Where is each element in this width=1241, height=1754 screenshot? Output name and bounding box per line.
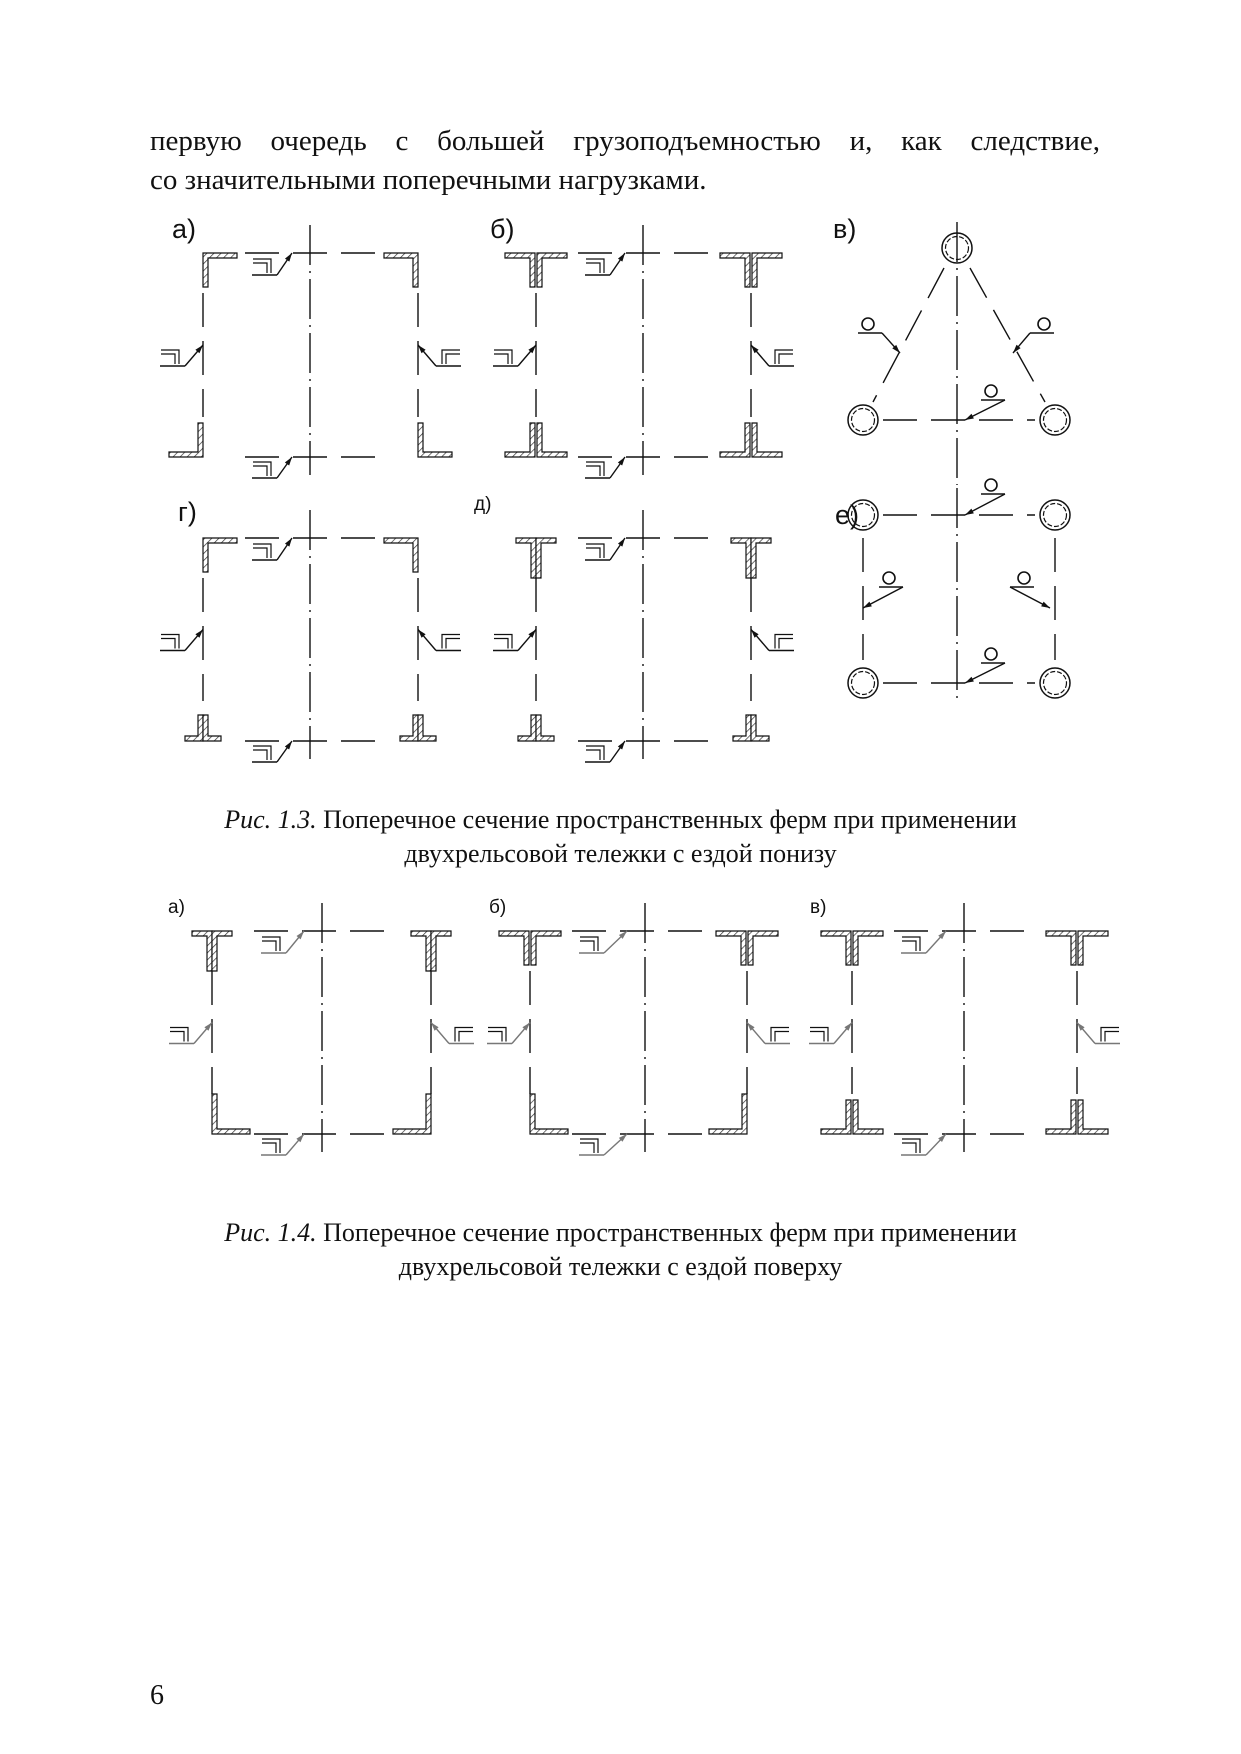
arrowhead (285, 538, 292, 547)
fig14-label-v: в) (810, 897, 827, 918)
angle-symbol (775, 350, 793, 364)
angle-profile (530, 1094, 568, 1134)
arrowhead (618, 457, 625, 466)
angle-profile (853, 931, 883, 965)
angle-profile (212, 1094, 250, 1134)
body-text-line-1: первую очередь с большей грузоподъемностью и, как следствие, (150, 125, 1100, 157)
angle-symbol (1101, 1028, 1119, 1042)
angle-profile (1046, 1100, 1076, 1134)
fig13-label-a: а) (172, 214, 197, 244)
angle-symbol (253, 259, 271, 273)
fig14-caption-line-2: двухрельсовой тележки с ездой поверху (398, 1252, 843, 1281)
angle-symbol (170, 1028, 188, 1042)
angle-profile (384, 538, 418, 572)
tube-symbol (985, 479, 997, 491)
diagonal-chord (970, 268, 1045, 402)
fig14-caption-line-1 (0, 1216, 1241, 1250)
tube-section (852, 409, 875, 432)
angle-symbol (902, 937, 920, 951)
angle-profile (192, 931, 212, 971)
fig13-caption-line-2: двухрельсовой тележки с ездой понизу (404, 839, 837, 868)
angle-profile (751, 715, 769, 741)
fig13-label-e: е) (835, 500, 860, 530)
angle-profile (853, 1100, 883, 1134)
arrowhead (285, 457, 292, 466)
angle-symbol (253, 462, 271, 476)
fig14-caption-text: Поперечное сечение пространственных ферм при применении (323, 1218, 1017, 1247)
arrowhead (965, 414, 974, 420)
angle-profile (393, 1094, 431, 1134)
fig13-caption-text: Поперечное сечение пространственных ферм при применении (323, 805, 1017, 834)
angle-profile (731, 538, 751, 578)
angle-profile (518, 715, 536, 741)
tube-symbol (1018, 572, 1030, 584)
fig13-label-g: г) (178, 497, 197, 527)
angle-symbol (771, 1028, 789, 1042)
tube-symbol (883, 572, 895, 584)
arrowhead (618, 741, 625, 750)
angle-profile (733, 715, 751, 741)
angle-profile (531, 931, 561, 965)
angle-profile (536, 538, 556, 578)
angle-profile (185, 715, 203, 741)
angle-symbol (810, 1028, 828, 1042)
angle-profile (203, 253, 237, 287)
fig14-label-b: б) (489, 897, 507, 918)
angle-profile (203, 715, 221, 741)
angle-symbol (455, 1028, 473, 1042)
angle-symbol (253, 544, 271, 558)
angle-symbol (161, 635, 179, 649)
angle-profile (418, 423, 452, 457)
angle-profile (1046, 931, 1076, 965)
angle-profile (720, 423, 750, 457)
fig14-caption-number: Рис. 1.4. (224, 1218, 317, 1247)
angle-profile (169, 423, 203, 457)
angle-profile (752, 253, 782, 287)
angle-profile (821, 931, 851, 965)
angle-profile (411, 931, 431, 971)
arrowhead (863, 602, 872, 608)
angle-symbol (488, 1028, 506, 1042)
fig13-label-v: в) (833, 214, 857, 244)
angle-profile (748, 931, 778, 965)
angle-symbol (902, 1139, 920, 1153)
angle-profile (516, 538, 536, 578)
angle-symbol (262, 937, 280, 951)
angle-profile (212, 931, 232, 971)
angle-symbol (161, 350, 179, 364)
angle-profile (752, 423, 782, 457)
angle-profile (203, 538, 237, 572)
fig13-caption-line-1 (0, 803, 1241, 837)
angle-symbol (442, 350, 460, 364)
angle-symbol (494, 635, 512, 649)
arrowhead (1041, 602, 1050, 608)
tube-symbol (1038, 318, 1050, 330)
angle-profile (505, 423, 535, 457)
fig13-caption-number: Рис. 1.3. (224, 805, 317, 834)
angle-profile (499, 931, 529, 965)
arrowhead (965, 509, 974, 515)
tube-section (1040, 668, 1070, 698)
angle-profile (720, 253, 750, 287)
angle-symbol (580, 937, 598, 951)
angle-profile (537, 423, 567, 457)
angle-symbol (580, 1139, 598, 1153)
tube-section (852, 672, 875, 695)
tube-section (1044, 409, 1067, 432)
angle-symbol (442, 635, 460, 649)
angle-profile (716, 931, 746, 965)
fig14-label-a: а) (168, 897, 185, 918)
angle-profile (505, 253, 535, 287)
angle-profile (431, 931, 451, 971)
tube-section (1044, 672, 1067, 695)
angle-profile (821, 1100, 851, 1134)
angle-symbol (253, 746, 271, 760)
angle-symbol (494, 350, 512, 364)
tube-section (1040, 405, 1070, 435)
angle-profile (1078, 931, 1108, 965)
arrowhead (618, 538, 625, 547)
angle-profile (400, 715, 418, 741)
fig13-label-d: д) (474, 494, 492, 515)
angle-symbol (586, 746, 604, 760)
arrowhead (618, 253, 625, 262)
page-number: 6 (150, 1680, 164, 1711)
angle-symbol (262, 1139, 280, 1153)
tube-symbol (985, 385, 997, 397)
arrowhead (285, 741, 292, 750)
tube-section (848, 405, 878, 435)
angle-profile (418, 715, 436, 741)
arrowhead (285, 253, 292, 262)
angle-symbol (586, 462, 604, 476)
angle-symbol (586, 544, 604, 558)
tube-symbol (985, 648, 997, 660)
tube-section (1040, 500, 1070, 530)
tube-section (1044, 504, 1067, 527)
angle-symbol (586, 259, 604, 273)
angle-profile (384, 253, 418, 287)
tube-section (848, 668, 878, 698)
tube-symbol (862, 318, 874, 330)
body-text-line-2: со значительными поперечными нагрузками. (150, 164, 707, 196)
angle-profile (536, 715, 554, 741)
fig13-label-b: б) (490, 214, 515, 244)
angle-profile (537, 253, 567, 287)
angle-profile (1078, 1100, 1108, 1134)
angle-profile (709, 1094, 747, 1134)
angle-profile (751, 538, 771, 578)
angle-symbol (775, 635, 793, 649)
arrowhead (965, 677, 974, 683)
